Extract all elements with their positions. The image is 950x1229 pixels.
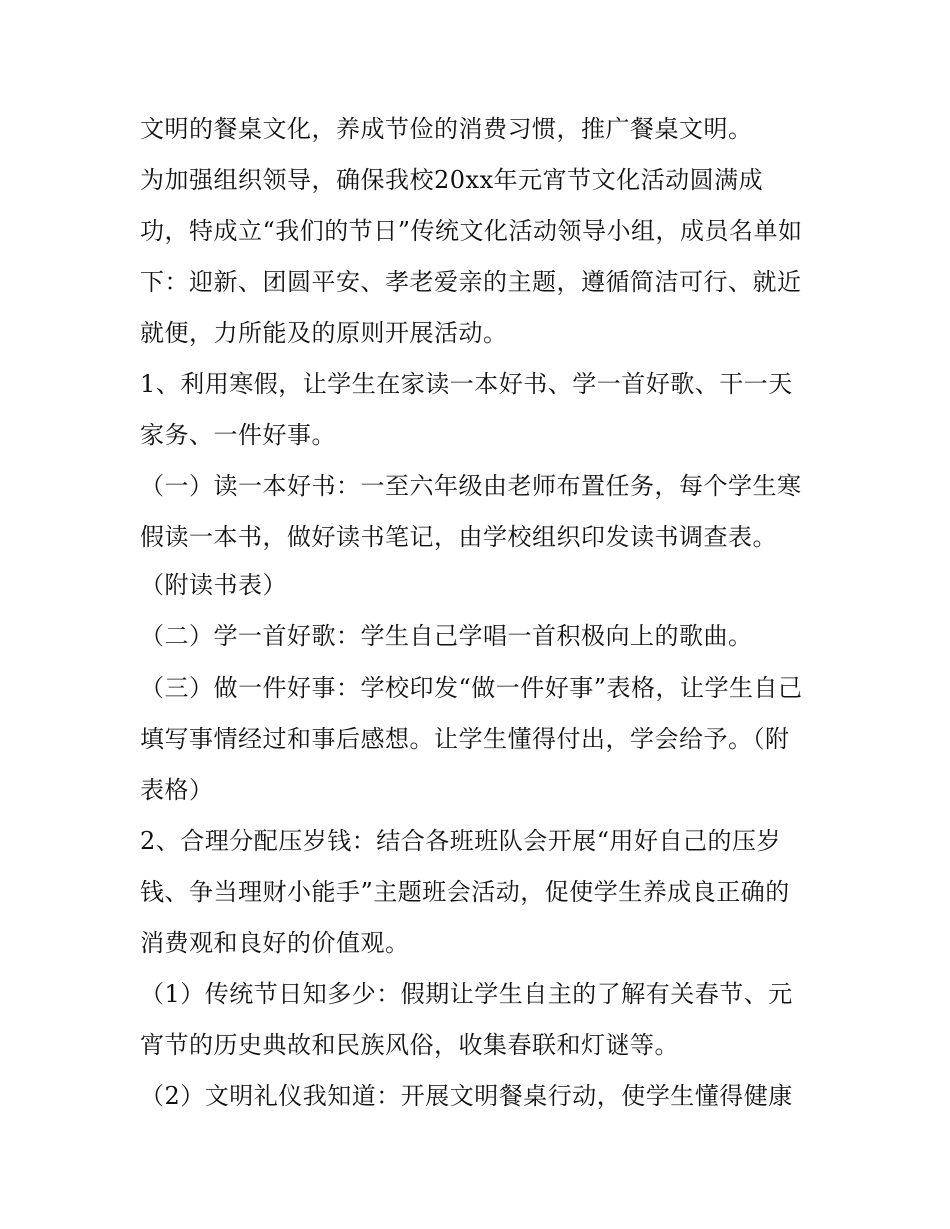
text-line: 消费观和良好的价值观。 xyxy=(140,929,410,957)
text-line: （2）文明礼仪我知道：开展文明餐桌行动，使学生懂得健康 xyxy=(140,1082,793,1110)
text-line: （三）做一件好事：学校印发“做一件好事”表格，让学生自己 xyxy=(140,674,803,702)
text-line: 功，特成立“我们的节日”传统文化活动领导小组，成员名单如 xyxy=(140,217,803,245)
text-line: 家务、一件好事。 xyxy=(140,421,336,449)
text-line: 文明的餐桌文化，养成节俭的消费习惯，推广餐桌文明。 xyxy=(140,115,753,143)
text-line: 假读一本书，做好读书笔记，由学校组织印发读书调查表。 xyxy=(140,523,777,551)
text-line: （附读书表） xyxy=(140,571,287,599)
text-line: 填写事情经过和事后感想。让学生懂得付出，学会给予。（附 xyxy=(140,725,790,753)
text-line: （一）读一本好书：一至六年级由老师布置任务，每个学生寒 xyxy=(140,472,802,500)
text-line: （二）学一首好歌：学生自己学唱一首积极向上的歌曲。 xyxy=(140,622,753,650)
text-line: （1）传统节日知多少：假期让学生自主的了解有关春节、元 xyxy=(140,980,793,1008)
text-line: 2、合理分配压岁钱：结合各班班队会开展“用好自己的压岁 xyxy=(140,827,782,855)
text-line: 宵节的历史典故和民族风俗，收集春联和灯谜等。 xyxy=(140,1031,679,1059)
text-line: 为加强组织领导，确保我校20xx年元宵节文化活动圆满成 xyxy=(140,166,764,194)
text-line: 就便，力所能及的原则开展活动。 xyxy=(140,319,508,347)
text-line: 钱、争当理财小能手”主题班会活动，促使学生养成良正确的 xyxy=(140,878,790,906)
text-line: 表格） xyxy=(140,776,214,804)
text-line: 下：迎新、团圆平安、孝老爱亲的主题，遵循简洁可行、就近 xyxy=(140,268,802,296)
text-line: 1、利用寒假，让学生在家读一本好书、学一首好歌、干一天 xyxy=(140,370,793,398)
